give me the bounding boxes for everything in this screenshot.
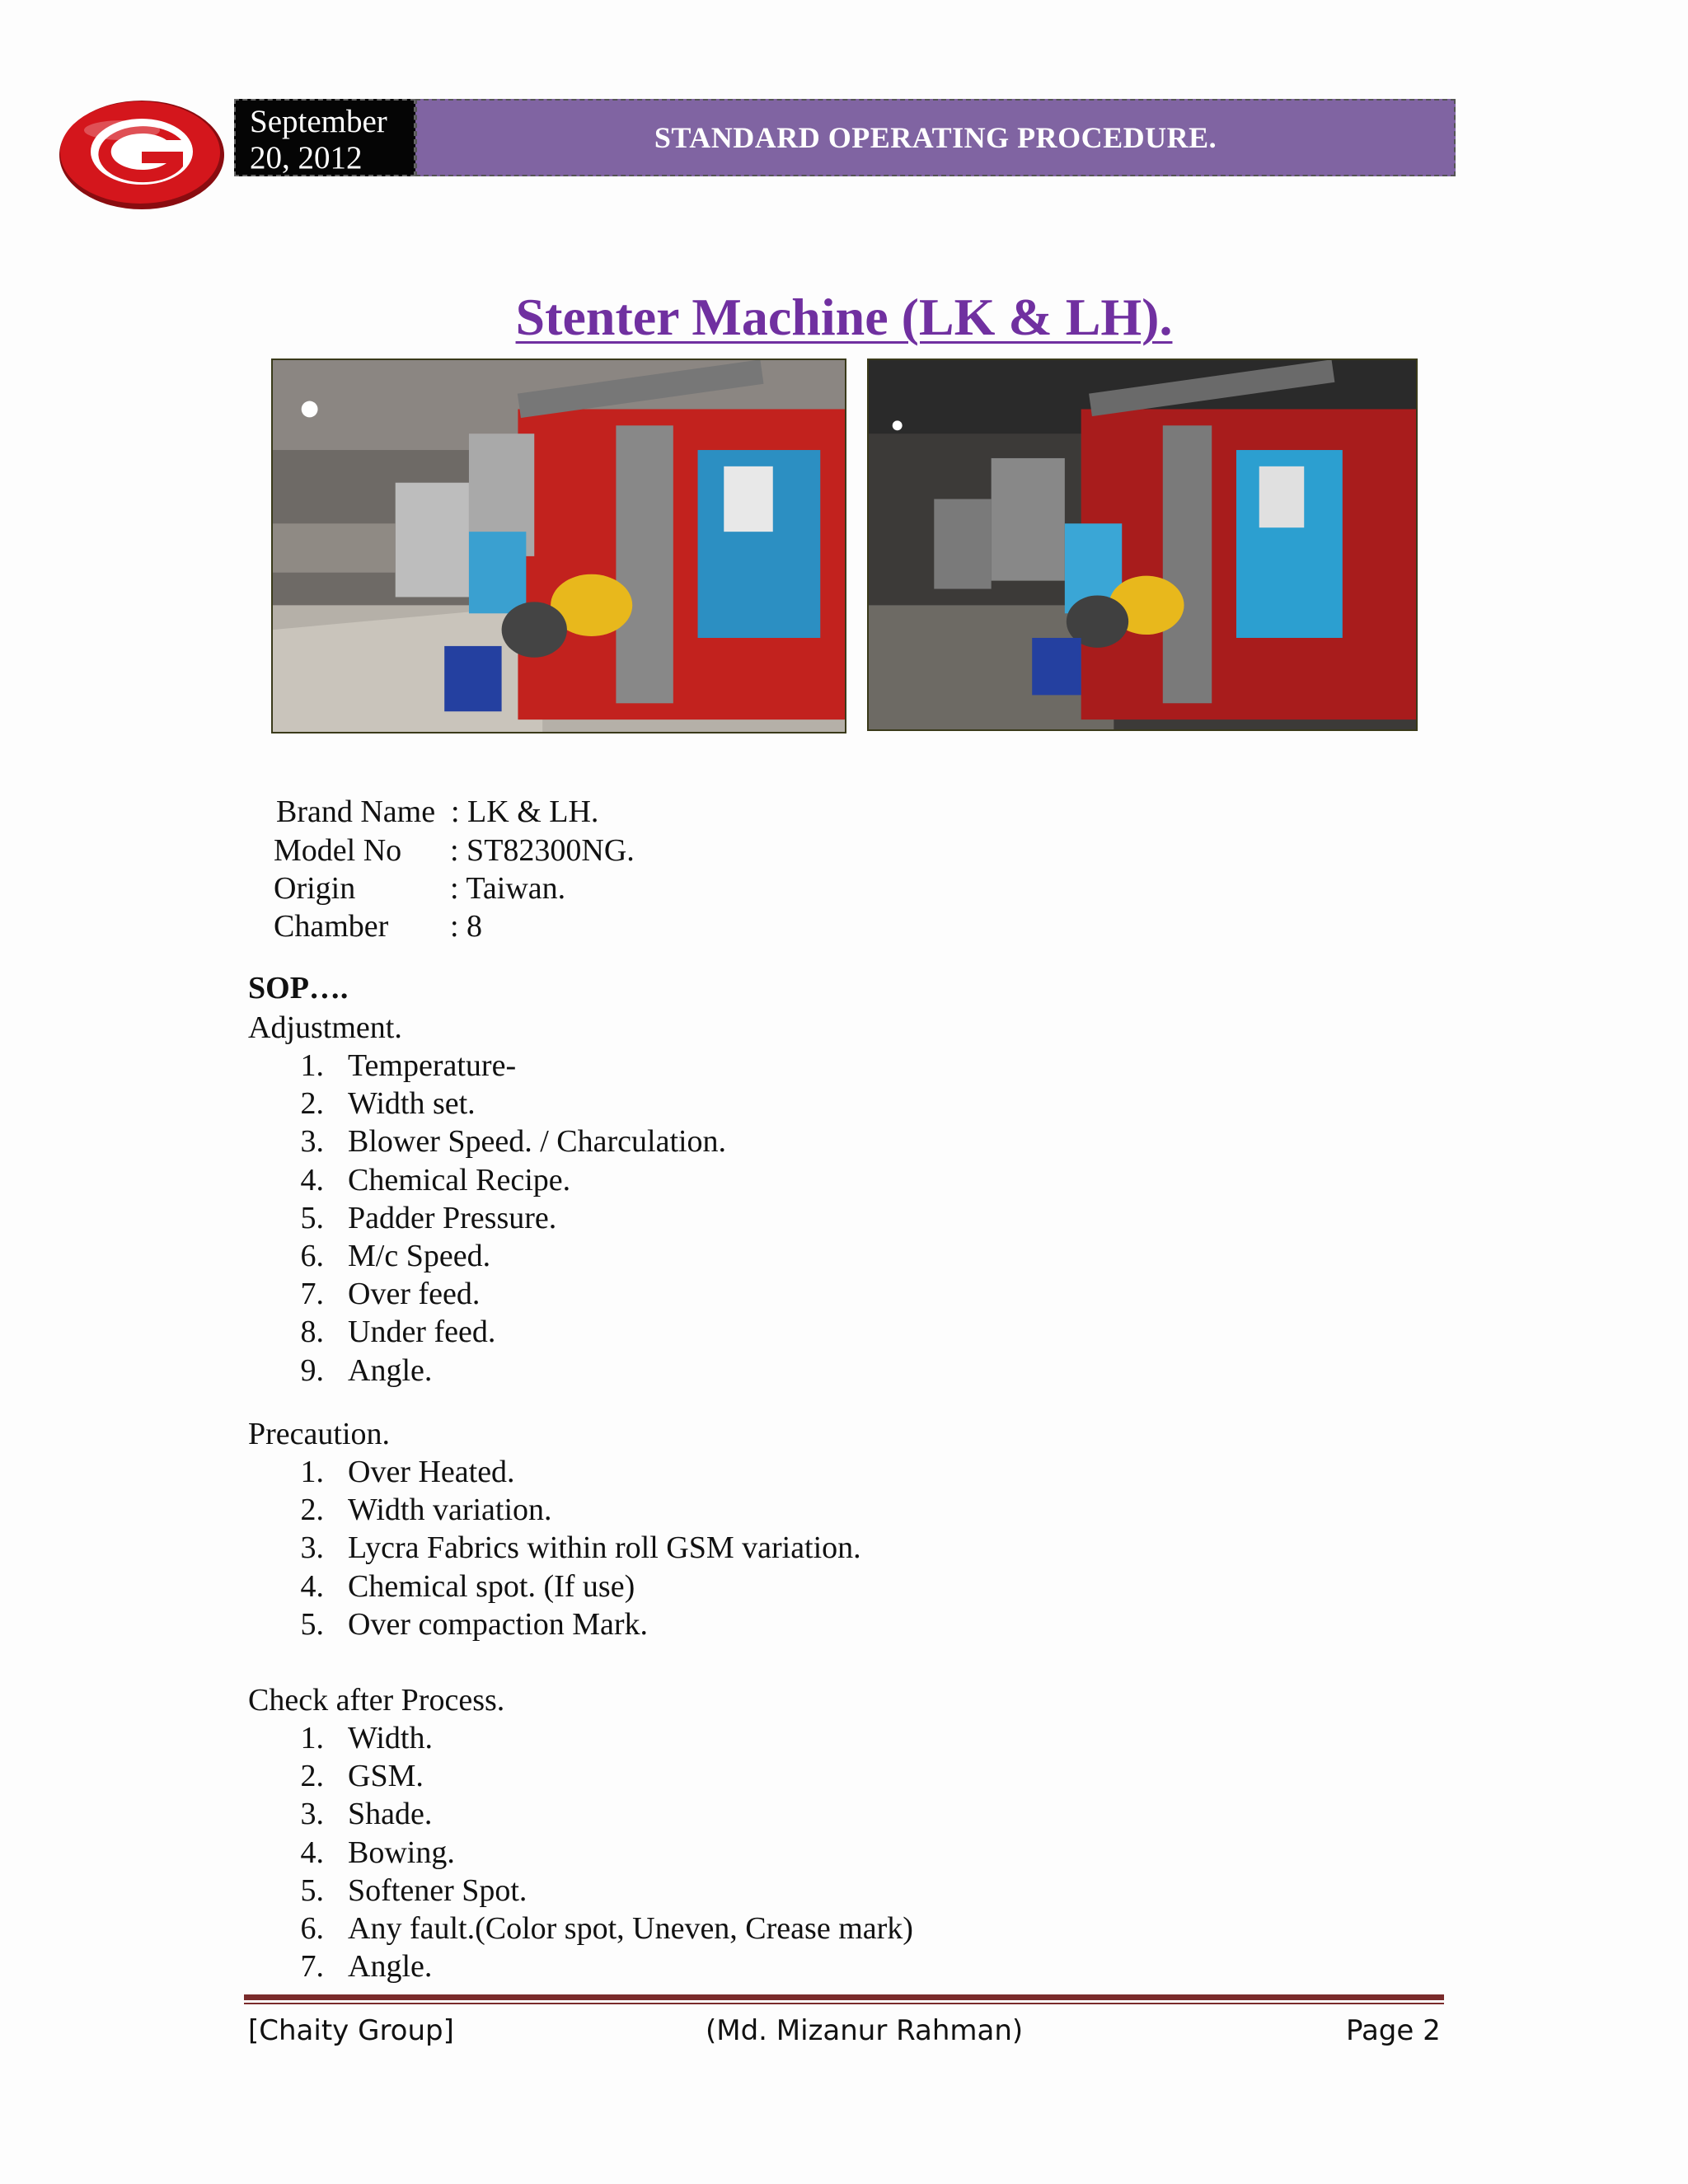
date-line-2: 20, 2012 [250, 140, 363, 176]
list-text: Chemical Recipe. [348, 1162, 571, 1197]
list-text: Under feed. [348, 1315, 496, 1350]
list-text: Lycra Fabrics within roll GSM variation. [348, 1530, 861, 1566]
list-number: 4. [300, 1162, 324, 1197]
spec-label: Chamber [274, 909, 389, 944]
list-number: 1. [300, 1721, 324, 1755]
list-number: 3. [300, 1797, 324, 1832]
stenter-machine-photo-2 [867, 359, 1418, 731]
header-banner: STANDARD OPERATING PROCEDURE. [415, 99, 1456, 176]
list-text: Padder Pressure. [348, 1200, 557, 1235]
footer-company: [Chaity Group] [248, 2014, 454, 2047]
list-number: 6. [300, 1910, 324, 1946]
list-text: Over compaction Mark. [348, 1606, 649, 1642]
adjustment-heading: Adjustment. [248, 1010, 402, 1045]
spec-label: Origin [274, 871, 356, 906]
sop-heading: SOP…. [248, 971, 349, 1005]
spec-value: : LK & LH. [451, 794, 599, 829]
precaution-heading: Precaution. [248, 1417, 391, 1451]
list-number: 5. [300, 1872, 324, 1908]
footer-divider-thin [244, 2003, 1444, 2004]
date-line-1: September [250, 104, 387, 139]
list-text: Width variation. [348, 1493, 552, 1528]
stenter-machine-photo-1 [271, 359, 846, 733]
list-text: Over Heated. [348, 1455, 515, 1489]
list-text: Angle. [348, 1949, 433, 1985]
list-text: Bowing. [348, 1835, 455, 1870]
footer-page-number: Page 2 [1346, 2014, 1441, 2047]
list-number: 2. [300, 1086, 324, 1122]
date-box [234, 99, 415, 176]
list-number: 8. [300, 1315, 324, 1350]
list-number: 9. [300, 1352, 324, 1388]
list-text: Chemical spot. (If use) [348, 1568, 635, 1604]
company-logo [56, 97, 227, 213]
footer-author: (Md. Mizanur Rahman) [706, 2014, 1024, 2047]
list-number: 3. [300, 1530, 324, 1566]
list-number: 6. [300, 1238, 324, 1273]
spec-value: : 8 [450, 909, 483, 944]
spec-label: Model No [274, 833, 402, 868]
list-text: Angle. [348, 1352, 433, 1388]
list-text: Over feed. [348, 1277, 481, 1312]
list-number: 5. [300, 1200, 324, 1235]
footer-divider [244, 1994, 1444, 2000]
spec-label: Brand Name [276, 794, 436, 829]
list-number: 1. [300, 1048, 324, 1083]
list-text: Softener Spot. [348, 1872, 528, 1908]
list-number: 7. [300, 1949, 324, 1985]
spec-value: : Taiwan. [450, 871, 566, 906]
check-after-heading: Check after Process. [248, 1683, 505, 1718]
list-number: 5. [300, 1606, 324, 1642]
list-text: Blower Speed. / Charculation. [348, 1124, 727, 1160]
list-number: 1. [300, 1455, 324, 1489]
list-number: 2. [300, 1493, 324, 1528]
list-text: GSM. [348, 1759, 424, 1794]
list-text: Any fault.(Color spot, Uneven, Crease mark) [348, 1910, 913, 1946]
list-number: 3. [300, 1124, 324, 1160]
document-title: Stenter Machine (LK & LH). [515, 288, 1173, 346]
list-text: Temperature- [348, 1048, 517, 1083]
list-text: Shade. [348, 1797, 433, 1832]
list-text: Width. [348, 1721, 433, 1755]
list-number: 7. [300, 1277, 324, 1312]
list-text: M/c Speed. [348, 1238, 491, 1273]
spec-value: : ST82300NG. [450, 833, 635, 868]
list-number: 2. [300, 1759, 324, 1794]
list-text: Width set. [348, 1086, 476, 1122]
list-number: 4. [300, 1835, 324, 1870]
list-number: 4. [300, 1568, 324, 1604]
